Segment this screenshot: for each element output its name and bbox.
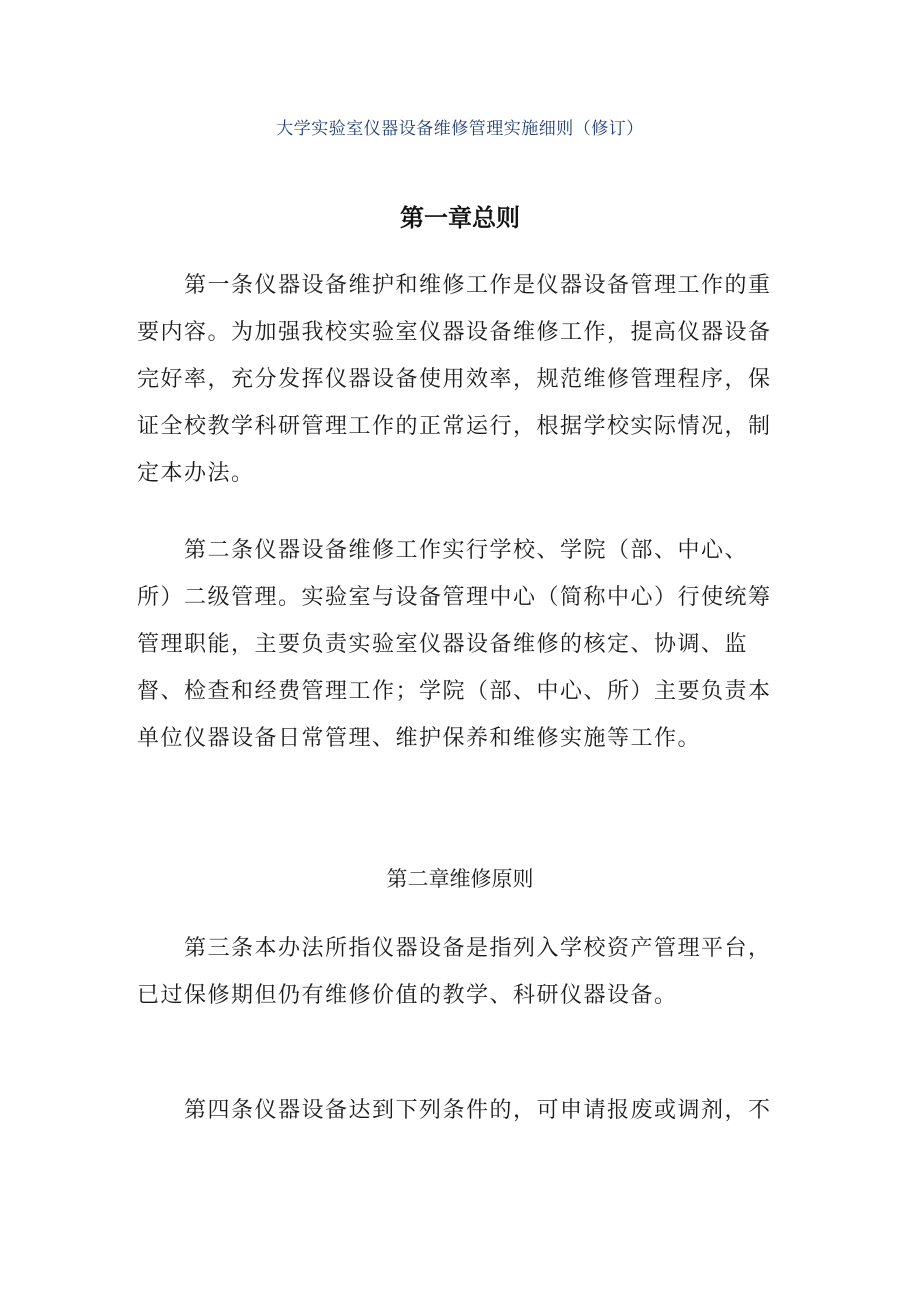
paragraph-line: 所）二级管理。实验室与设备管理中心（简称中心）行使统筹 <box>137 585 772 610</box>
paragraph-line: 第三条本办法所指仪器设备是指列入学校资产管理平台， <box>184 936 772 961</box>
paragraph-line: 证全校教学科研管理工作的正常运行，根据学校实际情况，制 <box>137 414 772 439</box>
paragraph-line: 管理职能，主要负责实验室仪器设备维修的核定、协调、监 <box>137 632 749 657</box>
article-2-paragraph <box>137 527 772 762</box>
paragraph-line: 第四条仪器设备达到下列条件的，可申请报废或调剂，不 <box>184 1098 772 1123</box>
paragraph-line: 第二条仪器设备维修工作实行学校、学院（部、中心、 <box>184 538 749 563</box>
article-1-paragraph <box>137 262 772 497</box>
chapter-2-heading: 第二章维修原则 <box>386 867 534 891</box>
article-4-paragraph <box>137 1087 772 1134</box>
article-3-paragraph <box>137 925 772 1019</box>
paragraph-line: 完好率，充分发挥仪器设备使用效率，规范维修管理程序，保 <box>137 367 772 392</box>
chapter-1-heading: 第一章总则 <box>400 204 520 232</box>
paragraph-line: 单位仪器设备日常管理、维护保养和维修实施等工作。 <box>137 726 702 751</box>
paragraph-line: 已过保修期但仍有维修价值的教学、科研仪器设备。 <box>137 983 678 1008</box>
paragraph-line: 第一条仪器设备维护和维修工作是仪器设备管理工作的重 <box>184 273 772 298</box>
document-title: 大学实验室仪器设备维修管理实施细则（修订） <box>276 119 644 139</box>
paragraph-line: 督、检查和经费管理工作；学院（部、中心、所）主要负责本 <box>137 679 772 704</box>
paragraph-line: 定本办法。 <box>137 461 255 486</box>
paragraph-line: 要内容。为加强我校实验室仪器设备维修工作，提高仪器设备 <box>137 320 772 345</box>
